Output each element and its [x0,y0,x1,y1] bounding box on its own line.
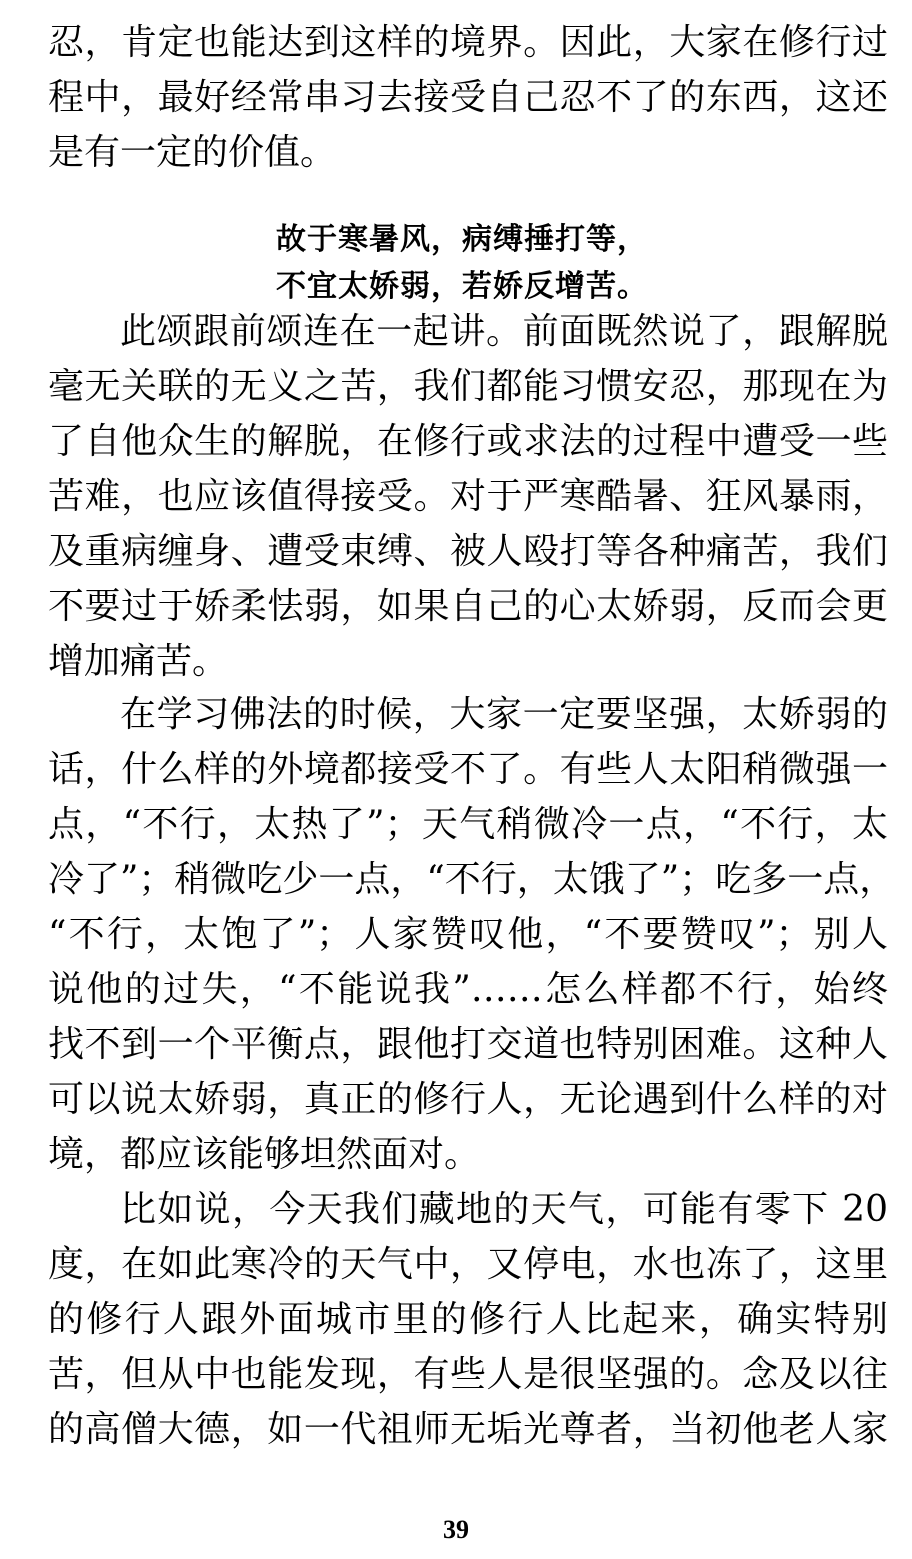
paragraph-3-line-6: 说他的过失，“不能说我”……怎么样都不行，始终 [48,969,888,1010]
verse-line-1: 故于寒暑风，病缚捶打等， [276,222,648,257]
paragraph-2-line-4: 苦难，也应该值得接受。对于严寒酷暑、狂风暴雨， [48,476,888,517]
paragraph-1-line-2: 程中，最好经常串习去接受自己忍不了的东西，这还 [48,77,888,118]
paragraph-4-line-3: 的修行人跟外面城市里的修行人比起来，确实特别 [48,1299,888,1340]
paragraph-2-line-2: 毫无关联的无义之苦，我们都能习惯安忍，那现在为 [48,366,888,407]
paragraph-3-line-7: 找不到一个平衡点，跟他打交道也特别困难。这种人 [48,1024,888,1065]
paragraph-1-line-3: 是有一定的价值。 [48,132,337,173]
paragraph-2-line-1: 此颂跟前颂连在一起讲。前面既然说了，跟解脱 [120,311,888,352]
paragraph-3-line-8: 可以说太娇弱，真正的修行人，无论遇到什么样的对 [48,1079,888,1120]
paragraph-3-line-4: 冷了”；稍微吃少一点，“不行，太饿了”；吃多一点， [48,859,896,900]
paragraph-3-line-3: 点，“不行，太热了”；天气稍微冷一点，“不行，太 [48,804,888,845]
verse-line-2: 不宜太娇弱，若娇反增苦。 [276,269,648,304]
paragraph-4-line-4: 苦，但从中也能发现，有些人是很坚强的。念及以往 [48,1354,888,1395]
paragraph-4-line-5: 的高僧大德，如一代祖师无垢光尊者，当初他老人家 [48,1409,888,1450]
paragraph-4-line-1: 比如说，今天我们藏地的天气，可能有零下 20 [120,1189,888,1230]
paragraph-1-line-1: 忍，肯定也能达到这样的境界。因此，大家在修行过 [48,22,888,63]
paragraph-2-line-5: 及重病缠身、遭受束缚、被人殴打等各种痛苦，我们 [48,531,888,572]
paragraph-3-line-5: “不行，太饱了”；人家赞叹他，“不要赞叹”；别人 [48,914,888,955]
paragraph-4-line-2: 度，在如此寒冷的天气中，又停电，水也冻了，这里 [48,1244,888,1285]
paragraph-3-line-1: 在学习佛法的时候，大家一定要坚强，太娇弱的 [120,694,888,735]
paragraph-2-line-7: 增加痛苦。 [48,641,229,682]
paragraph-2-line-6: 不要过于娇柔怯弱，如果自己的心太娇弱，反而会更 [48,586,888,627]
page-number: 39 [443,1515,469,1544]
paragraph-2-line-3: 了自他众生的解脱，在修行或求法的过程中遭受一些 [48,421,888,462]
paragraph-3-line-2: 话，什么样的外境都接受不了。有些人太阳稍微强一 [48,749,888,790]
paragraph-3-line-9: 境，都应该能够坦然面对。 [48,1134,481,1175]
